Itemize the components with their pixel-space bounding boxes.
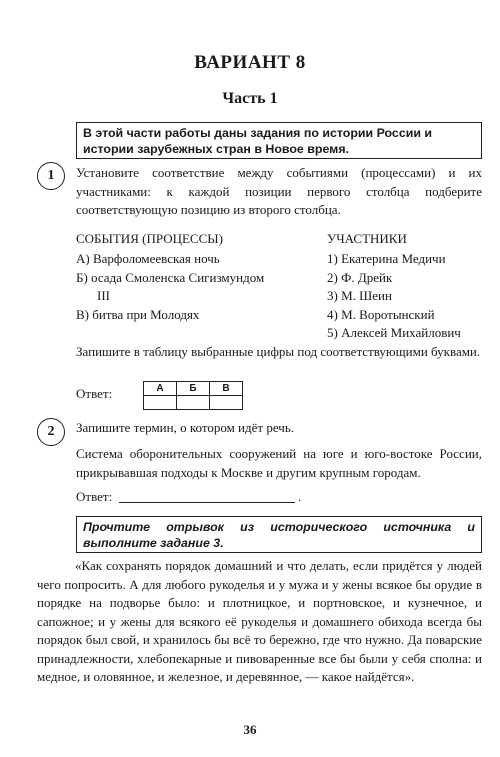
event-text: осада Смоленска Сигизмундом — [91, 270, 265, 285]
source-quote-text: «Как сохранять порядок домашний и что делать, если придётся у людей чего попросить. А для любого рукоделья и у мужа и у жены всякое бы орудие в порядке на подворье было: и плотницкое, и портновское, и кузнечное, и сапожное; и у жены для всякого её рукоделья и домашнего обихода всегда бы порядок был свой, и хранилось бы всё то бережно, где что нужно. Да поварские принадлежности, хлебопекарные и пивоваренные все бы были у себя сполна: и медное, и оловянное, и железное, и деревянное, — какое найдётся». — [37, 558, 482, 684]
intro-box: В этой части работы даны задания по истории России и истории зарубежных стран в Новое время. — [76, 122, 482, 159]
answer-table-header-v: В — [210, 382, 243, 396]
task-2-description: Система оборонительных сооружений на юге и юго-востоке России, прикрывавшая подходы к Москве и другим крупным городам. — [76, 446, 482, 480]
answer-table-header-b: Б — [177, 382, 210, 396]
event-key: Б) — [76, 270, 88, 285]
answer-cell-b[interactable] — [177, 396, 210, 410]
participant-text: Екатерина Медичи — [341, 251, 446, 266]
participant-item-5 — [327, 324, 461, 343]
task-2-answer-line[interactable] — [119, 502, 295, 503]
event-text: III — [97, 288, 110, 303]
task-1-answer-label: Ответ: — [76, 386, 113, 401]
page-title: ВАРИАНТ 8 — [194, 52, 306, 73]
participant-item-1 — [327, 250, 446, 269]
task-2-number-badge: 2 — [37, 418, 65, 446]
event-text: битва при Молодях — [92, 307, 200, 322]
task-1-text: Установите соответствие между событиями (процессами) и их участниками: к каждой позиции первого столбца подберите соответствующую позицию из второго столбца. — [76, 165, 482, 217]
task-1-number-badge: 1 — [37, 162, 65, 190]
participant-key: 1) — [327, 251, 338, 266]
task-2-answer-label: Ответ: — [76, 489, 113, 504]
task-1-instruction: Запишите в таблицу выбранные цифры под соответствующими буквами. — [76, 344, 481, 359]
event-key: А) — [76, 251, 90, 266]
participant-key: 4) — [327, 307, 338, 322]
participant-text: М. Шеин — [341, 288, 392, 303]
event-item-a — [76, 250, 220, 269]
task-2-answer-end: . — [298, 489, 302, 504]
participant-key: 3) — [327, 288, 338, 303]
task-2-text: Запишите термин, о котором идёт речь. — [76, 420, 294, 435]
event-item-b — [76, 269, 264, 288]
participant-key: 2) — [327, 270, 338, 285]
answer-cell-v[interactable] — [210, 396, 243, 410]
task-1-answer-table — [143, 381, 243, 410]
participant-text: М. Воротынский — [341, 307, 435, 322]
participant-item-3 — [327, 287, 392, 306]
event-item-v — [76, 306, 199, 325]
participant-item-4 — [327, 306, 435, 325]
participants-column-header: УЧАСТНИКИ — [327, 231, 407, 246]
page-number: 36 — [243, 722, 257, 737]
source-instruction-box: Прочтите отрывок из исторического источника и выполните задание 3. — [76, 516, 482, 553]
participant-key: 5) — [327, 325, 338, 340]
event-key: В) — [76, 307, 89, 322]
answer-cell-a[interactable] — [144, 396, 177, 410]
events-column-header: СОБЫТИЯ (ПРОЦЕССЫ) — [76, 231, 223, 246]
participant-text: Алексей Михайлович — [341, 325, 461, 340]
part-heading: Часть 1 — [222, 90, 278, 107]
participant-text: Ф. Дрейк — [341, 270, 393, 285]
event-item-b-continued — [97, 287, 110, 306]
participant-item-2 — [327, 269, 392, 288]
source-quote — [37, 557, 482, 687]
event-text: Варфоломеевская ночь — [92, 251, 220, 266]
answer-table-header-a: А — [144, 382, 177, 396]
